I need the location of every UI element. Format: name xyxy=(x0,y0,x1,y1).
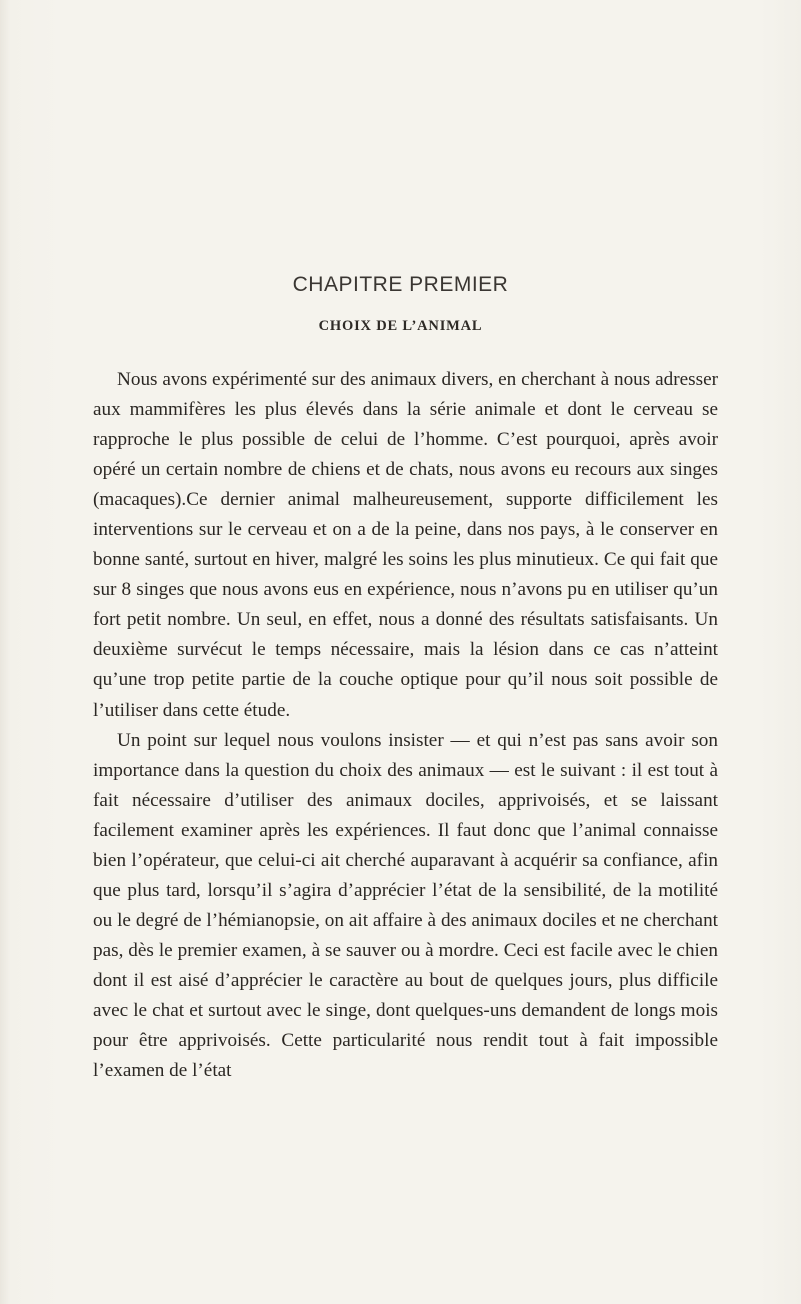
body-text xyxy=(93,365,718,1086)
paragraph: Nous avons expérimenté sur des animaux divers, en cherchant à nous adresser aux mammifères les plus élevés dans la série animale et dont le cerveau se rapproche le plus possible de celui de l’homme. C’est pourquoi, après avoir opéré un certain nombre de chiens et de chats, nous avons eu recours aux singes (macaques).Ce dernier animal malheureusement, supporte difficilement les interventions sur le cerveau et on a de la peine, dans nos pays, à le conserver en bonne santé, surtout en hiver, malgré les soins les plus minutieux. Ce qui fait que sur 8 singes que nous avons eus en expérience, nous n’avons pu en utiliser qu’un fort petit nombre. Un seul, en effet, nous a donné des résultats satisfaisants. Un deuxième survécut le temps nécessaire, mais la lésion dans ce cas n’atteint qu’une trop petite partie de la couche optique pour qu’il nous soit possible de l’utiliser dans cette étude. xyxy=(93,369,718,721)
chapter-title: CHAPITRE PREMIER xyxy=(292,273,509,296)
section-title: CHOIX DE L’ANIMAL xyxy=(318,318,483,334)
paragraph: Un point sur lequel nous voulons insister — et qui n’est pas sans avoir son importance dans la question du choix des animaux — est le suivant : il est tout à fait nécessaire d’utiliser des animaux dociles, apprivoisés, et se laissant facilement examiner après les expériences. Il faut donc que l’animal connaisse bien l’opérateur, que celui-ci ait cherché auparavant à acquérir sa confiance, afin que plus tard, lorsqu’il s’agira d’apprécier l’état de la sensibilité, de la motilité ou le degré de l’hémianopsie, on ait affaire à des animaux dociles et ne cherchant pas, dès le premier examen, à se sauver ou à mordre. Ceci est facile avec le chien dont il est aisé d’apprécier le caractère au bout de quelques jours, plus difficile avec le chat et surtout avec le singe, dont quelques-uns demandent de longs mois pour être apprivoisés. Cette particularité nous rendit tout à fait impossible l’examen de l’état xyxy=(93,729,718,1082)
